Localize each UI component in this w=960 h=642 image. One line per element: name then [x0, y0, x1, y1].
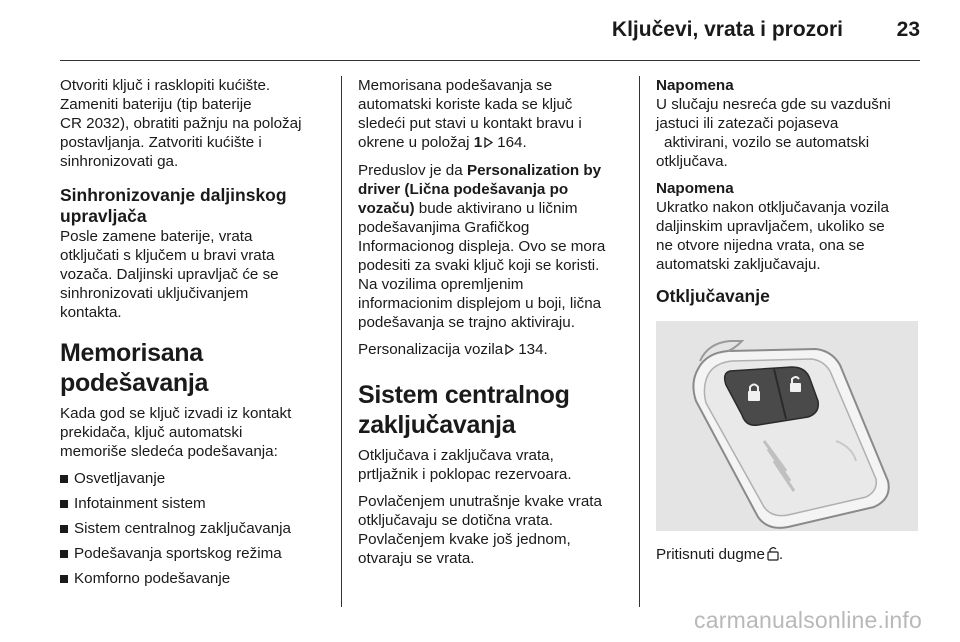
text-line: Otvoriti ključ i rasklopiti kućište.	[60, 77, 271, 94]
text-line: otključavaju se dotična vrata.	[358, 512, 554, 529]
remote-key-icon	[656, 321, 918, 531]
door-handle-paragraph	[358, 492, 624, 568]
text-line: jastuci ili zatezači pojaseva	[656, 115, 839, 132]
precondition-paragraph	[358, 161, 624, 332]
text-line: podešavanjima Grafičkog	[358, 219, 530, 236]
page-reference[interactable]: 164.	[497, 134, 527, 151]
list-item-label: Sistem centralnog zaključavanja	[74, 520, 291, 537]
heading-memorized-settings: Memorisana podešavanja	[60, 339, 209, 397]
text-run: Personalizacija vozila	[358, 341, 504, 358]
text-line	[358, 133, 624, 153]
heading-central-locking	[358, 380, 624, 440]
text-line: Zameniti bateriju (tip baterije	[60, 96, 252, 113]
text-line: Ukratko nakon otključavanja vozila	[656, 199, 889, 216]
text-line: Na vozilima opremljenim	[358, 276, 524, 293]
list-item	[60, 519, 332, 538]
page-number: 23	[896, 18, 920, 41]
column-right	[656, 76, 922, 574]
list-item-label: Komforno podešavanje	[74, 570, 231, 587]
bullet-icon	[60, 525, 68, 533]
bullet-icon	[60, 475, 68, 483]
text-line: Memorisana podešavanja se	[358, 77, 553, 94]
sync-paragraph	[60, 227, 332, 322]
bullet-icon	[60, 500, 68, 508]
remote-key-illustration	[656, 321, 918, 531]
text-line: automatski zaključavaju.	[656, 256, 821, 273]
text-line: podešavanja se trajno aktiviraju.	[358, 314, 575, 331]
text-line: automatski koriste kada se ključ	[358, 96, 573, 113]
list-item	[60, 494, 332, 513]
memorized-usage-paragraph	[358, 76, 624, 153]
bold-term: Personalization by	[466, 162, 602, 179]
text-line: otvaraju se vrata.	[358, 550, 475, 567]
text-line: aktivirani, vozilo se automatski	[664, 134, 870, 151]
text-run: bude aktivirano u ličnim	[418, 200, 578, 217]
list-item	[60, 544, 332, 563]
text-line: otključati s ključem u bravi vrata	[60, 247, 275, 264]
heading-unlocking: Otključavanje	[656, 286, 770, 306]
personalization-paragraph	[358, 340, 624, 360]
text-run: Preduslov je da	[358, 162, 463, 179]
bold-term: driver (Lična podešavanja po	[358, 181, 569, 198]
reference-arrow-icon[interactable]	[505, 341, 514, 360]
ignition-position: 1	[473, 134, 483, 151]
text-line: prekidača, ključ automatski	[60, 424, 243, 441]
list-item-label: Infotainment sistem	[74, 495, 206, 512]
central-locking-paragraph	[358, 446, 624, 484]
text-line: Posle zamene baterije, vrata	[60, 228, 253, 245]
text-line: Informacionog displeja. Ovo se mora	[358, 238, 606, 255]
note-auto-relock	[656, 179, 922, 274]
watermark: carmanualsonline.info	[694, 607, 922, 633]
text-line: U slučaju nesreća gde su vazdušni	[656, 96, 891, 113]
text-line: podesiti za svaki ključ koji se koristi.	[358, 257, 600, 274]
bullet-icon	[60, 550, 68, 558]
text-line: kontakta.	[60, 304, 122, 321]
heading-line: zaključavanja	[358, 411, 516, 439]
heading-line: Sinhronizovanje daljinskog	[60, 185, 287, 205]
battery-paragraph	[60, 76, 332, 171]
text-line: ne otvore nijedna vrata, ona se	[656, 237, 865, 254]
text-line: otključava.	[656, 153, 728, 170]
heading-line: upravljača	[60, 206, 147, 226]
column-middle	[358, 76, 624, 576]
text-line: sinhronizovati ga.	[60, 153, 179, 170]
unlock-icon	[767, 546, 779, 566]
list-item-label: Osvetljavanje	[74, 470, 166, 487]
text-line: informacionim displejom u boji, lična	[358, 295, 602, 312]
text-line: sledeći put stavi u kontakt bravu i	[358, 115, 582, 132]
text-line: vozača. Daljinski upravljač će se	[60, 266, 279, 283]
text-line: daljinskim upravljačem, ukoliko se	[656, 218, 885, 235]
column-divider-1	[341, 76, 342, 607]
text-line: Povlačenjem unutrašnje kvake vrata	[358, 493, 602, 510]
heading-line: Sistem centralnog	[358, 381, 570, 409]
column-left	[60, 76, 332, 594]
text-line: memoriše sledeća podešavanja:	[60, 443, 278, 460]
list-item	[60, 569, 332, 588]
reference-arrow-icon[interactable]	[484, 134, 493, 153]
text-line: sinhronizovati uključivanjem	[60, 285, 249, 302]
note-airbag	[656, 76, 922, 171]
heading-synchronization	[60, 185, 332, 227]
text-run: okrene u položaj	[358, 134, 470, 151]
text-run: Pritisnuti dugme	[656, 546, 765, 563]
text-line	[358, 199, 624, 218]
text-line: Povlačenjem kvake još jednom,	[358, 531, 571, 548]
list-item-label: Podešavanja sportskog režima	[74, 545, 282, 562]
header-rule	[60, 60, 920, 61]
memorized-paragraph	[60, 404, 332, 461]
text-line: postavljanja. Zatvoriti kućište i	[60, 134, 262, 151]
note-heading: Napomena	[656, 77, 734, 94]
note-heading: Napomena	[656, 180, 734, 197]
bold-term: vozaču)	[358, 200, 415, 217]
bullet-icon	[60, 575, 68, 583]
unlock-caption: Pritisnuti dugme .	[656, 545, 922, 566]
text-line: Kada god se ključ izvadi iz kontakt	[60, 405, 292, 422]
text-line: Otključava i zaključava vrata,	[358, 447, 554, 464]
text-line: prtljažnik i poklopac rezervoara.	[358, 466, 572, 483]
column-divider-2	[639, 76, 640, 607]
settings-list	[60, 469, 332, 588]
text-line: CR 2032), obratiti pažnju na položaj	[60, 115, 302, 132]
page-header-title: Ključevi, vrata i prozori	[611, 18, 843, 41]
list-item	[60, 469, 332, 488]
text-line	[358, 180, 624, 199]
text-line	[358, 161, 624, 180]
page-reference[interactable]: 134.	[518, 341, 548, 358]
